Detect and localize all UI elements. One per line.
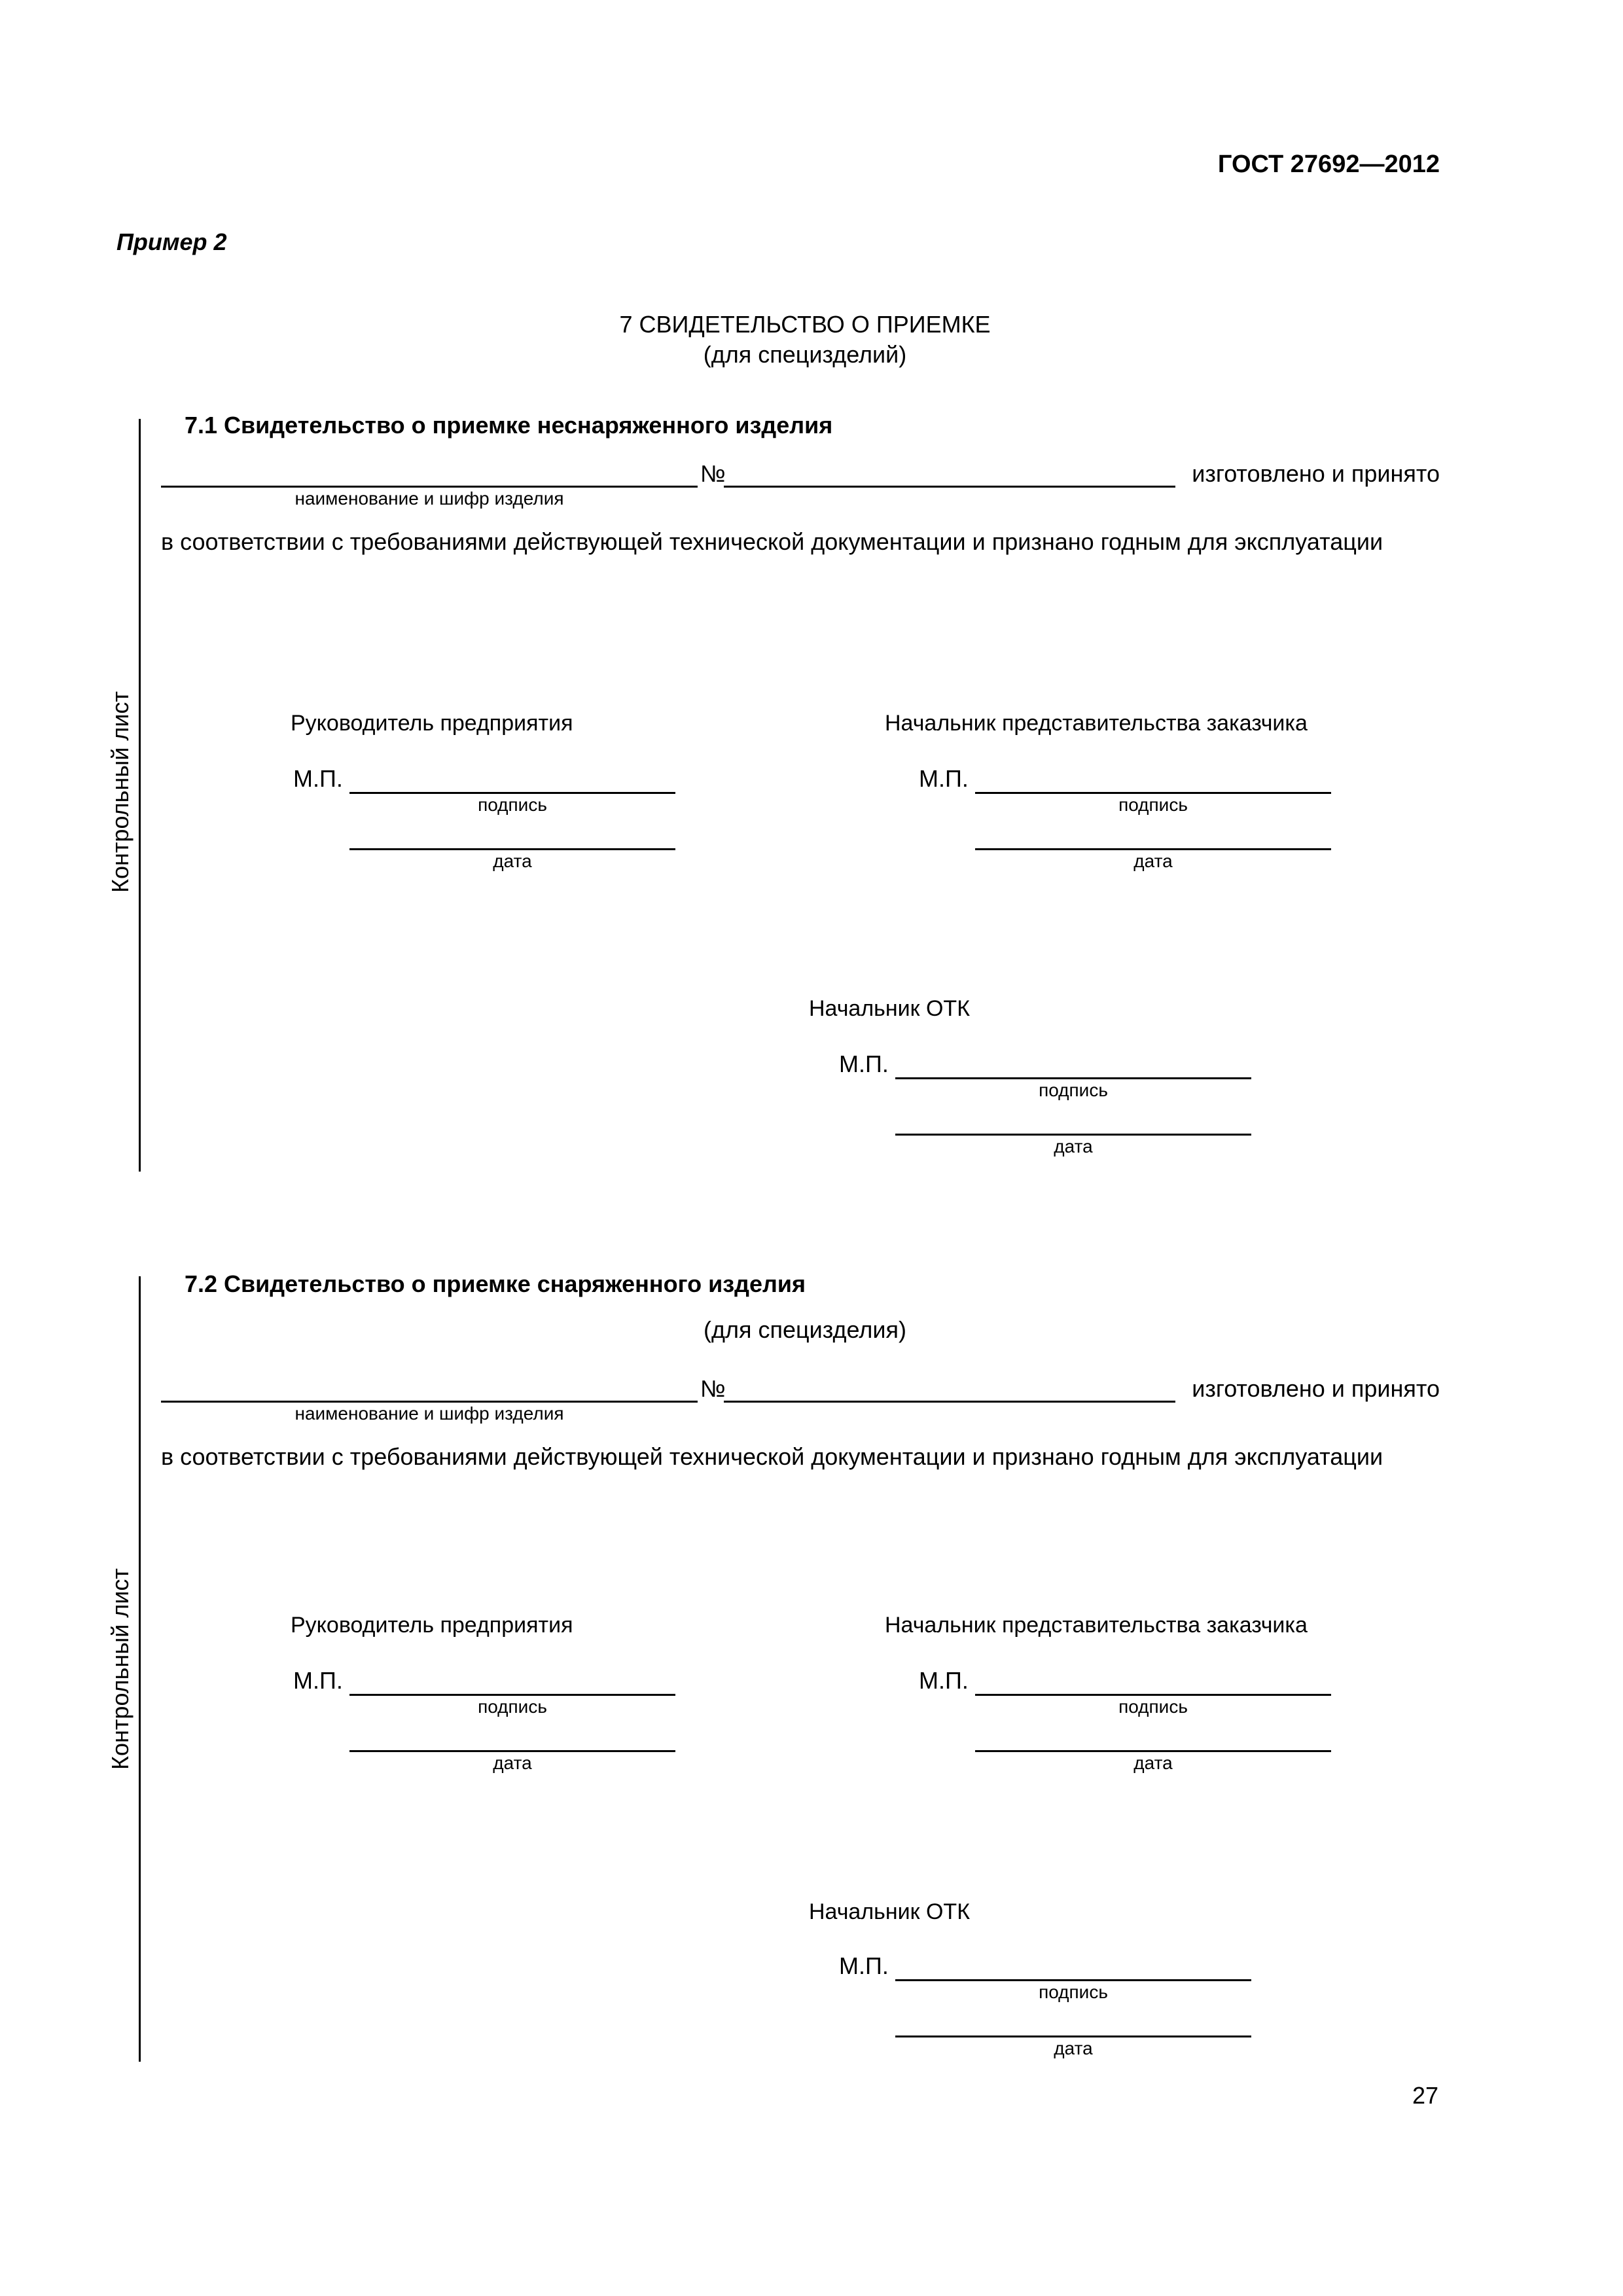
compliance-text: в соответствии с требованиями действующей технической документации и признано годным для эксплуатации (161, 528, 1383, 555)
subsection-heading: 7.1 Свидетельство о приемке неснаряженного изделия (185, 412, 833, 439)
signature-caption: подпись (1118, 795, 1188, 815)
serial-number-field[interactable] (724, 486, 1175, 488)
head-otk-title: Начальник ОТК (809, 1899, 971, 1924)
serial-number-field[interactable] (724, 1401, 1175, 1403)
stamp-label: М.П. (919, 765, 969, 792)
stamp-label: М.П. (293, 1667, 343, 1694)
page-number: 27 (1412, 2082, 1438, 2109)
margin-line (139, 1276, 141, 2062)
stamp-label: М.П. (919, 1667, 969, 1694)
date-caption: дата (1133, 851, 1173, 871)
otk-signature-field[interactable] (895, 1077, 1251, 1079)
accepted-text: изготовлено и принято (1192, 1375, 1440, 1402)
date-caption: дата (493, 1753, 532, 1773)
date-caption: дата (1133, 1753, 1173, 1773)
side-label-control-sheet: Контрольный лист (107, 1568, 134, 1770)
number-sign: № (700, 1375, 726, 1402)
head-customer-title: Начальник представительства заказчика (885, 711, 1308, 736)
example-label: Пример 2 (116, 228, 227, 255)
stamp-label: М.П. (293, 765, 343, 792)
subsection-heading: 7.2 Свидетельство о приемке снаряженного изделия (185, 1270, 806, 1297)
product-name-field[interactable] (161, 486, 698, 488)
signature-caption: подпись (478, 795, 547, 815)
signature-caption: подпись (478, 1696, 547, 1717)
signature-caption: подпись (1039, 1080, 1108, 1100)
date-caption: дата (493, 851, 532, 871)
margin-line (139, 419, 141, 1172)
head-enterprise-title: Руководитель предприятия (291, 711, 573, 736)
accepted-text: изготовлено и принято (1192, 460, 1440, 487)
enterprise-date-field[interactable] (349, 848, 675, 850)
side-label-control-sheet: Контрольный лист (107, 691, 134, 893)
compliance-text: в соответствии с требованиями действующей технической документации и признано годным для эксплуатации (161, 1443, 1383, 1470)
subsection-subtitle: (для специзделия) (704, 1316, 906, 1343)
date-caption: дата (1054, 2038, 1093, 2058)
signature-caption: подпись (1039, 1982, 1108, 2002)
signature-caption: подпись (1118, 1696, 1188, 1717)
customer-date-field[interactable] (975, 848, 1331, 850)
stamp-label: М.П. (839, 1952, 889, 1979)
customer-signature-field[interactable] (975, 792, 1331, 794)
customer-signature-field[interactable] (975, 1694, 1331, 1696)
otk-signature-field[interactable] (895, 1979, 1251, 1981)
otk-date-field[interactable] (895, 2036, 1251, 2037)
product-name-caption: наименование и шифр изделия (294, 488, 564, 509)
section-title: 7 СВИДЕТЕЛЬСТВО О ПРИЕМКЕ (619, 311, 991, 338)
date-caption: дата (1054, 1136, 1093, 1157)
enterprise-signature-field[interactable] (349, 792, 675, 794)
enterprise-signature-field[interactable] (349, 1694, 675, 1696)
product-name-caption: наименование и шифр изделия (294, 1403, 564, 1424)
head-otk-title: Начальник ОТК (809, 996, 971, 1021)
stamp-label: М.П. (839, 1050, 889, 1077)
enterprise-date-field[interactable] (349, 1750, 675, 1752)
head-enterprise-title: Руководитель предприятия (291, 1613, 573, 1638)
product-name-field[interactable] (161, 1401, 698, 1403)
customer-date-field[interactable] (975, 1750, 1331, 1752)
head-customer-title: Начальник представительства заказчика (885, 1613, 1308, 1638)
otk-date-field[interactable] (895, 1134, 1251, 1136)
number-sign: № (700, 460, 726, 487)
standard-number: ГОСТ 27692—2012 (1217, 151, 1440, 178)
section-subtitle: (для специзделий) (703, 341, 907, 368)
